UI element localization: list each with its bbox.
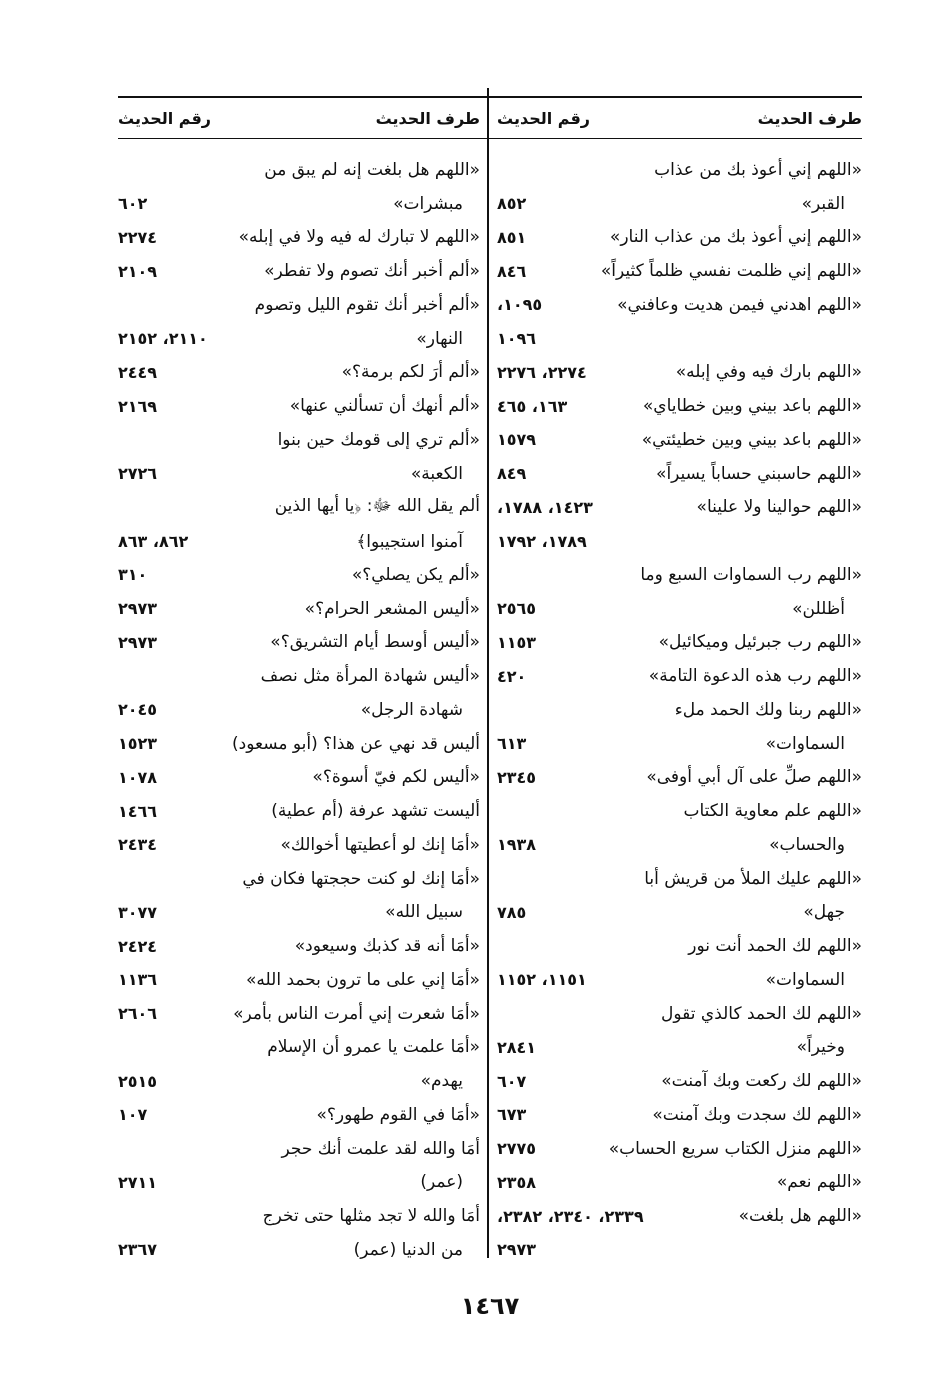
- hadith-number: ٦١٣: [497, 734, 527, 754]
- index-row: [497, 389, 862, 423]
- index-row: [497, 997, 862, 1031]
- hadith-number: ٢٣٥٨: [497, 1172, 537, 1192]
- hadith-number: ٢٧٢٦: [118, 464, 158, 484]
- hadith-number: ١٥٧٩: [497, 430, 537, 450]
- column-header-right: [497, 104, 862, 132]
- hadith-number: ٢٣٤٥: [497, 767, 537, 787]
- hadith-number: ٢٢٧٤، ٢٢٧٦: [497, 362, 587, 382]
- column-header-hadith-opening: طرف الحديث: [375, 108, 480, 128]
- index-row: [497, 457, 862, 491]
- index-row: [118, 423, 480, 457]
- hadith-number: ٢٧٧٥: [497, 1139, 537, 1159]
- hadith-number: ١٧٨٩، ١٧٩٢: [497, 531, 587, 551]
- index-row: [118, 761, 480, 795]
- hadith-number: ١١٣٦: [118, 970, 158, 990]
- hadith-number: ٤٢٠: [497, 666, 527, 686]
- index-row: [497, 794, 862, 828]
- hadith-number: ٨٥٢: [497, 194, 527, 214]
- hadith-opening-text: شهادة الرجل»: [360, 699, 463, 720]
- column-divider: [487, 88, 489, 1258]
- column-header-hadith-opening: طرف الحديث: [757, 108, 862, 128]
- hadith-opening-text: وخيراً»: [796, 1037, 845, 1058]
- hadith-opening-text: «اللهم إني ظلمت نفسي ظلماً كثيراً»: [600, 261, 862, 282]
- index-row: [118, 1199, 480, 1233]
- hadith-number: ٧٨٥: [497, 902, 527, 922]
- hadith-opening-text: «اللهم حوالينا ولا علينا»: [696, 497, 862, 518]
- index-row: [497, 558, 862, 592]
- index-row: [497, 761, 862, 795]
- hadith-opening-text: سبيل الله»: [385, 902, 463, 923]
- hadith-number: ١٦٣، ٤٦٥: [497, 396, 568, 416]
- index-row: [118, 288, 480, 322]
- hadith-number: ١٩٣٨: [497, 835, 537, 855]
- column-header-hadith-number: رقم الحديث: [497, 108, 591, 128]
- index-row: [118, 1098, 480, 1132]
- hadith-opening-text: «اللهم رب جبرئيل وميكائيل»: [658, 632, 862, 653]
- hadith-opening-text: «ألم أنهك أن تسألني عنها»: [289, 396, 480, 417]
- hadith-number: ٢٧١١: [118, 1172, 158, 1192]
- hadith-opening-text: «اللهم نعم»: [776, 1172, 862, 1193]
- index-row: [118, 153, 480, 187]
- hadith-number: ٢٢٧٤: [118, 227, 158, 247]
- hadith-opening-text: النهار»: [416, 328, 463, 349]
- column-header-left: [118, 104, 480, 132]
- index-row: [497, 626, 862, 660]
- index-row: [497, 254, 862, 288]
- index-row: [118, 457, 480, 491]
- hadith-opening-text: ألم يقل الله ﷻ: ﴿يا أيها الذين: [274, 495, 480, 516]
- hadith-number: ٦٠٢: [118, 194, 148, 214]
- hadith-number: ١٤٢٣، ١٧٨٨،: [497, 497, 593, 517]
- hadith-number: ٨٦٢، ٨٦٣: [118, 531, 189, 551]
- hadith-opening-text: والحساب»: [769, 834, 845, 855]
- hadith-number: ٢١٦٩: [118, 396, 158, 416]
- index-row: [497, 963, 862, 997]
- hadith-opening-text: «اللهم علم معاوية الكتاب: [683, 801, 862, 822]
- index-column-left: [118, 153, 480, 1267]
- hadith-number: ١٠٧: [118, 1105, 148, 1125]
- hadith-opening-text: «أليس شهادة المرأة مثل نصف: [260, 666, 480, 687]
- index-row: [118, 389, 480, 423]
- hadith-opening-text: أظللن»: [792, 598, 845, 619]
- hadith-opening-text: «أمَا إنك لو أعطيتها أخوالك»: [280, 834, 480, 855]
- index-row: [118, 558, 480, 592]
- hadith-opening-text: السماوات»: [765, 969, 845, 990]
- hadith-opening-text: أليس قد نهي عن هذا؟ (أبو مسعود): [232, 733, 480, 754]
- hadith-opening-text: «اللهم لك ركعت وبك آمنت»: [661, 1071, 862, 1092]
- hadith-opening-text: «اللهم رب هذه الدعوة التامة»: [648, 666, 862, 687]
- hadith-number: ٨٤٦: [497, 261, 527, 281]
- hadith-opening-text: «ألم أرَ لكم برمة؟»: [341, 362, 480, 383]
- hadith-opening-text: «اللهم عليك الملأ من قريش أبا: [644, 868, 862, 889]
- index-row: [118, 1166, 480, 1200]
- hadith-number: ٢٤٤٩: [118, 362, 158, 382]
- hadith-opening-text: «اللهم بارك فيه وفي إبله»: [675, 362, 862, 383]
- index-row: [118, 862, 480, 896]
- hadith-opening-text: «اللهم صلِّ على آل أبي أوفى»: [646, 767, 862, 788]
- index-row: [118, 997, 480, 1031]
- index-row: [118, 626, 480, 660]
- hadith-number: ١١٥١، ١١٥٢: [497, 970, 587, 990]
- hadith-number: ٦٧٣: [497, 1105, 527, 1125]
- hadith-opening-text: «ألم أخبر أنك تقوم الليل وتصوم: [254, 294, 480, 315]
- hadith-number: ٢٩٧٣: [118, 599, 158, 619]
- hadith-opening-text: «اللهم إني أعوذ بك من عذاب: [654, 159, 862, 180]
- hadith-opening-text: يهدم»: [420, 1071, 463, 1092]
- hadith-number: ١١٥٣: [497, 632, 537, 652]
- hadith-number: ٢٦٠٦: [118, 1004, 158, 1024]
- hadith-opening-text: «اللهم هل بلغت»: [738, 1206, 862, 1227]
- index-row: [118, 322, 480, 356]
- hadith-opening-text: «ألم يكن يصلي؟»: [351, 564, 480, 585]
- index-row: [497, 1132, 862, 1166]
- hadith-opening-text: من الدنيا (عمر): [353, 1239, 463, 1260]
- hadith-number: ٢٩٧٣: [497, 1240, 537, 1260]
- hadith-opening-text: مبشرات»: [393, 193, 463, 214]
- hadith-opening-text: «اللهم هل بلغت إنه لم يبق من: [264, 159, 480, 180]
- hadith-number: ١٤٦٦: [118, 801, 158, 821]
- hadith-opening-text: «اللهم لا تبارك له فيه ولا في إبله»: [238, 227, 480, 248]
- index-row: [497, 896, 862, 930]
- hadith-opening-text: «اللهم حاسبني حساباً يسيراً»: [656, 463, 862, 484]
- index-row: [118, 491, 480, 525]
- index-row: [497, 659, 862, 693]
- index-row: [497, 1064, 862, 1098]
- hadith-number: ١٥٢٣: [118, 734, 158, 754]
- hadith-number: ٦٠٧: [497, 1071, 527, 1091]
- index-row: [497, 187, 862, 221]
- hadith-opening-text: «ألم أخبر أنك تصوم ولا تفطر»: [264, 261, 480, 282]
- index-row: [497, 356, 862, 390]
- hadith-opening-text: «أمَا إنك لو كنت حججتها فكان في: [242, 868, 480, 889]
- hadith-opening-text: «اللهم لك الحمد أنت نور: [688, 936, 862, 957]
- hadith-opening-text: «أمَا شعرت إني أمرت الناس بأمر»: [233, 1003, 480, 1024]
- index-row: [118, 254, 480, 288]
- hadith-number: ٣٠٧٧: [118, 902, 158, 922]
- hadith-opening-text: أليست تشهد عرفة (أم عطية): [271, 801, 480, 822]
- index-row: [497, 1031, 862, 1065]
- index-row: [497, 288, 862, 322]
- index-row: [118, 524, 480, 558]
- index-row: [118, 929, 480, 963]
- hadith-opening-text: آمنوا استجيبوا﴾: [356, 531, 463, 552]
- hadith-number: ١٠٩٦: [497, 329, 537, 349]
- index-row: [118, 727, 480, 761]
- hadith-opening-text: «أليس لكم فيّ أسوة؟»: [312, 767, 480, 788]
- hadith-opening-text: «اللهم إني أعوذ بك من عذاب النار»: [609, 227, 862, 248]
- index-row: [497, 322, 862, 356]
- index-row: [118, 1064, 480, 1098]
- column-header-hadith-number: رقم الحديث: [118, 108, 212, 128]
- index-row: [118, 1233, 480, 1267]
- hadith-opening-text: «اللهم منزل الكتاب سريع الحساب»: [608, 1138, 862, 1159]
- index-row: [497, 1098, 862, 1132]
- index-column-right: [497, 153, 862, 1267]
- hadith-opening-text: أمَا والله لقد علمت أنك حجر: [281, 1138, 480, 1159]
- hadith-opening-text: «أليس أوسط أيام التشريق؟»: [270, 632, 480, 653]
- index-row: [497, 929, 862, 963]
- hadith-opening-text: أمَا والله لا تجد مثلها حتى تخرج: [262, 1206, 480, 1227]
- hadith-opening-text: «ألم تري إلى قومك حين بنوا: [277, 429, 480, 450]
- top-rule: [118, 96, 862, 98]
- index-row: [118, 693, 480, 727]
- hadith-opening-text: «أمَا في القوم طهور؟»: [316, 1104, 480, 1125]
- page-number: ١٤٦٧: [460, 1292, 520, 1320]
- hadith-number: ٢١٠٩: [118, 261, 158, 281]
- hadith-number: ٢٥٦٥: [497, 599, 537, 619]
- hadith-opening-text: «اللهم لك الحمد كالذي تقول: [661, 1003, 862, 1024]
- index-row: [118, 1132, 480, 1166]
- index-row: [497, 828, 862, 862]
- hadith-opening-text: جهل»: [803, 902, 845, 923]
- header-rule: [118, 138, 862, 139]
- hadith-number: ٢٩٧٣: [118, 632, 158, 652]
- index-row: [118, 187, 480, 221]
- hadith-opening-text: «اللهم باعد بيني وبين خطاياي»: [642, 396, 862, 417]
- index-row: [118, 356, 480, 390]
- hadith-number: ٢٣٦٧: [118, 1240, 158, 1260]
- hadith-opening-text: «أمَا أنه قد كذبك وسيعود»: [294, 936, 480, 957]
- index-row: [118, 221, 480, 255]
- index-row: [497, 524, 862, 558]
- index-row: [118, 828, 480, 862]
- index-row: [118, 592, 480, 626]
- hadith-number: ٢٥١٥: [118, 1071, 158, 1091]
- hadith-number: ٢٤٣٤: [118, 835, 158, 855]
- hadith-opening-text: «اللهم رب السماوات السبع وما: [640, 564, 862, 585]
- hadith-opening-text: «اللهم ربنا ولك الحمد ملء: [674, 699, 862, 720]
- hadith-opening-text: «أليس المشعر الحرام؟»: [304, 598, 480, 619]
- hadith-opening-text: «اللهم لك سجدت وبك آمنت»: [652, 1104, 862, 1125]
- index-row: [497, 1166, 862, 1200]
- index-row: [497, 221, 862, 255]
- hadith-opening-text: «أمَا علمت يا عمرو أن الإسلام: [267, 1037, 480, 1058]
- index-row: [497, 693, 862, 727]
- index-row: [118, 963, 480, 997]
- index-row: [497, 491, 862, 525]
- index-row: [497, 727, 862, 761]
- hadith-number: ٣١٠: [118, 565, 148, 585]
- hadith-opening-text: «اللهم اهدني فيمن هديت وعافني»: [617, 294, 862, 315]
- hadith-opening-text: (عمر): [420, 1172, 463, 1193]
- index-row: [497, 592, 862, 626]
- hadith-number: ٢١١٠، ٢١٥٢: [118, 329, 208, 349]
- hadith-number: ٢٠٤٥: [118, 700, 158, 720]
- index-row: [118, 896, 480, 930]
- hadith-opening-text: الكعبة»: [410, 463, 463, 484]
- hadith-number: ٢٨٤١: [497, 1037, 537, 1057]
- hadith-opening-text: «أمَا إني على ما ترون بحمد الله»: [246, 969, 480, 990]
- index-row: [497, 1233, 862, 1267]
- hadith-number: ٢٤٢٤: [118, 936, 158, 956]
- hadith-number: ٢٣٣٩، ٢٣٤٠، ٢٣٨٢،: [497, 1206, 644, 1226]
- index-row: [497, 1199, 862, 1233]
- index-row: [497, 423, 862, 457]
- hadith-number: ٨٥١: [497, 227, 527, 247]
- hadith-number: ١٠٩٥،: [497, 295, 543, 315]
- hadith-number: ١٠٧٨: [118, 767, 158, 787]
- hadith-opening-text: السماوات»: [765, 733, 845, 754]
- hadith-number: ٨٤٩: [497, 464, 527, 484]
- index-row: [118, 794, 480, 828]
- index-row: [497, 153, 862, 187]
- hadith-opening-text: «اللهم باعد بيني وبين خطيئتي»: [641, 429, 862, 450]
- index-row: [118, 659, 480, 693]
- index-row: [497, 862, 862, 896]
- hadith-opening-text: القبر»: [801, 193, 845, 214]
- index-row: [118, 1031, 480, 1065]
